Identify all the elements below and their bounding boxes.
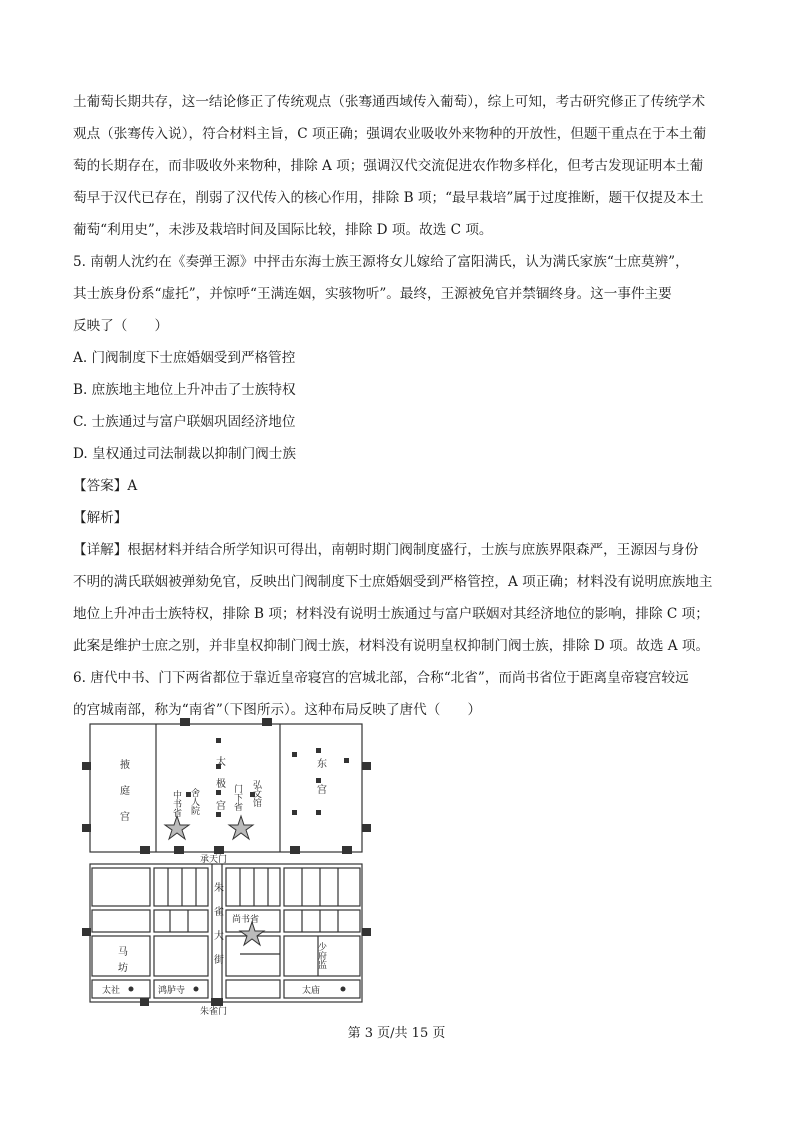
label-zhuque-gate: 朱雀门 [200,1007,228,1017]
star-icon [229,816,253,839]
option-b: B. 庶族地主地位上升冲击了士族特权 [73,382,296,398]
option-c: C. 士族通过与富户联姻巩固经济地位 [73,414,296,430]
star-icon [165,816,189,839]
detail-text: 【详解】根据材料并结合所学知识可得出，南朝时期门阀制度盛行，士族与庶族界限森严，王源因与身份 [73,542,699,558]
label-zhongshu: 中书省 [171,790,181,817]
blocks-left [92,868,208,998]
label-sheren: 舍人院 [189,788,199,815]
page-footer: 第 3 页/共 15 页 [347,1026,446,1041]
label-shangshu: 尚书省 [232,915,260,925]
question-5-stem: 反映了（ ） [73,318,169,334]
detail-text: 地位上升冲击士族特权，排除 B 项；材料没有说明士族通过与富户联姻对其经济地位的影响，排除 C 项； [73,606,709,622]
label-shaofu: 少府监 [316,942,326,969]
text-line: 观点（张骞传入说），符合材料主旨，C 项正确；强调农业吸收外来物种的开放性，但题干重点在于本土葡 [73,126,707,142]
question-5-stem: 其士族身份系“虚托”，并惊呼“王满连姻，实骇物听”。最终，王源被免官并禁锢终身。这一事件主要 [73,286,672,302]
option-a: A. 门阀制度下士庶婚姻受到严格管控 [73,350,296,366]
answer-label: 【答案】A [73,478,138,494]
label-honglu: 鸿胪寺 [158,986,186,996]
text-line: 萄的长期存在，而非吸收外来物种，排除 A 项；强调汉代交流促进农作物多样化，但考古发现证明本土葡 [73,158,704,174]
label-taishe: 太社 [102,986,121,996]
tang-changan-palace-map [80,712,380,1017]
text-line: 土葡萄长期共存，这一结论修正了传统观点（张骞通西域传入葡萄），综上可知，考古研究修正了传统学术 [73,94,706,110]
text-line: 萄早于汉代已存在，削弱了汉代传入的核心作用，排除 B 项；“最早栽培”属于过度推断，题干仅提及本土 [73,190,704,206]
label-chengtian: 承天门 [200,855,228,865]
label-taiji: 太极宫 [213,756,225,822]
question-5-stem: 5. 南朝人沈约在《奏弹王源》中抨击东海士族王源将女儿嫁给了富阳满氏，认为满氏家族“士庶莫辨”， [73,254,689,270]
star-icon [240,922,264,945]
label-menxia: 门下省 [232,784,242,811]
label-yeting: 掖庭宫 [117,759,129,837]
question-6-stem: 的宫城南部，称为“南省”（下图所示）。这种布局反映了唐代（ ） [73,702,482,718]
label-mafang: 马坊 [115,946,127,978]
analysis-label: 【解析】 [73,510,128,526]
option-d: D. 皇权通过司法制裁以抑制门阀士族 [73,446,296,462]
label-taimiao: 太庙 [302,986,321,996]
detail-text: 此案是维护士庶之别，并非皇权抑制门阀士族，材料没有说明皇权抑制门阀士族，排除 D 项。故选 A 项。 [73,638,710,654]
question-6-stem: 6. 唐代中书、门下两省都位于靠近皇帝寝宫的宫城北部，合称“北省”，而尚书省位于距离皇帝寝宫较远 [73,670,689,686]
text-line: 葡萄“利用史”，未涉及栽培时间及国际比较，排除 D 项。故选 C 项。 [73,222,493,238]
detail-text: 不明的满氏联姻被弹劾免官，反映出门阀制度下士庶婚姻受到严格管控，A 项正确；材料没有说明庶族地主 [73,574,713,590]
label-hongwen: 弘文馆 [251,780,261,807]
label-donggong: 东宫 [314,758,326,810]
label-zhuque-street: 朱雀大街 [211,882,223,978]
